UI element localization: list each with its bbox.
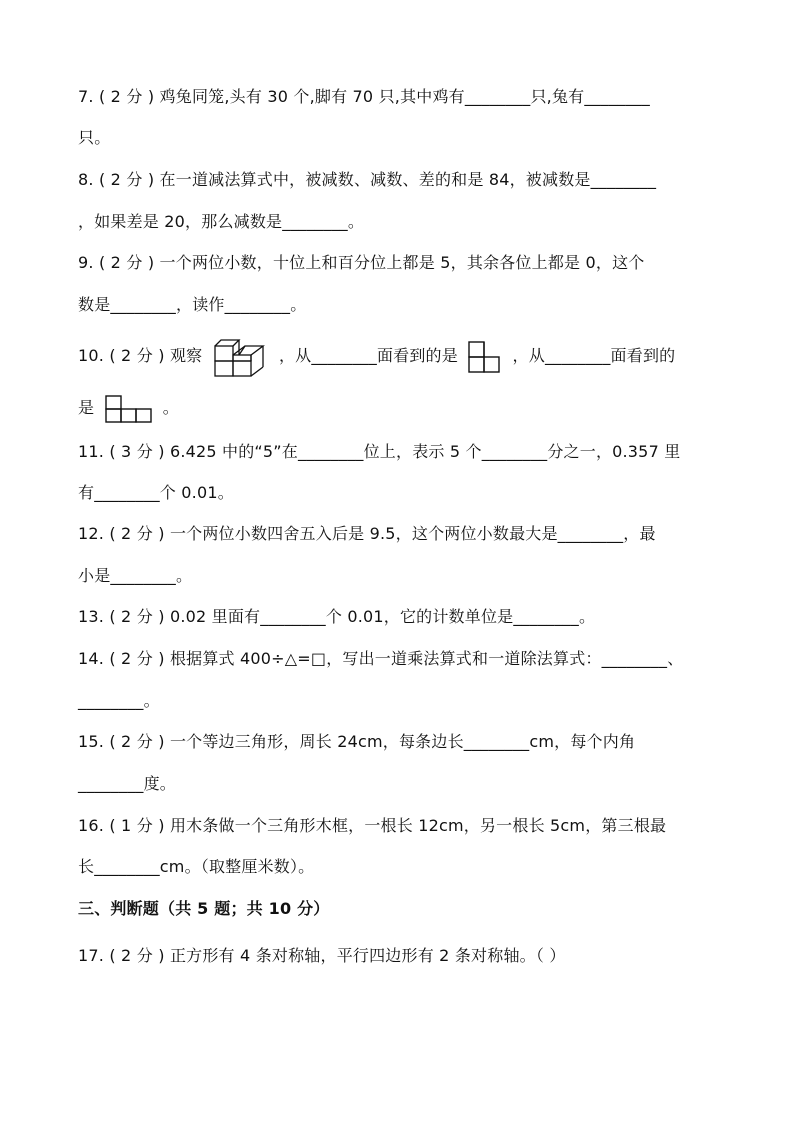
question-12-line-1: 12. ( 2 分 ) 一个两位小数四舍五入后是 9.5，这个两位小数最大是________，最 [78,524,656,543]
question-8-line-1: 8. ( 2 分 ) 在一道减法算式中，被减数、减数、差的和是 84，被减数是________ [78,170,657,189]
question-15-line-1: 15. ( 2 分 ) 一个等边三角形，周长 24cm，每条边长________cm，每个内角 [78,732,636,751]
question-9-line-2: 数是________，读作________。 [78,295,307,314]
question-10-text-e: 。 [162,398,179,417]
question-14-line-1: 14. ( 2 分 ) 根据算式 400÷△=□，写出一道乘法算式和一道除法算式：________、 [78,649,684,668]
question-10-text-c: ，从________面看到的 [512,346,676,365]
cube-stack-figure [212,337,270,377]
question-17-line-1: 17. ( 2 分 ) 正方形有 4 条对称轴，平行四边形有 2 条对称轴。（ ） [78,946,566,965]
question-10-text-b: ，从________面看到的是 [278,346,458,365]
question-10-line-1 [78,336,675,377]
question-9-line-1: 9. ( 2 分 ) 一个两位小数，十位上和百分位上都是 5，其余各位上都是 0，这个 [78,253,645,272]
question-7-line-2: 只。 [78,128,111,147]
question-10-text-a: 10. ( 2 分 ) 观察 [78,346,203,365]
question-11-line-1: 11. ( 3 分 ) 6.425 中的“5”在________位上，表示 5 个________分之一，0.357 里 [78,442,681,461]
question-7-line-1: 7. ( 2 分 ) 鸡兔同笼,头有 30 个,脚有 70 只,其中鸡有________只,兔有________ [78,87,650,106]
question-12-line-2: 小是________。 [78,566,193,585]
question-11-line-2: 有________个 0.01。 [78,483,234,502]
view-figure-row-shape [104,394,154,424]
view-figure-l-shape [467,340,503,374]
question-14-line-2: ________。 [78,691,160,710]
question-10-text-d: 是 [78,398,95,417]
question-13-line-1: 13. ( 2 分 ) 0.02 里面有________个 0.01，它的计数单位是________。 [78,607,596,626]
section-3-heading: 三、判断题（共 5 题；共 10 分） [78,899,330,918]
question-16-line-1: 16. ( 1 分 ) 用木条做一个三角形木框，一根长 12cm，另一根长 5cm，第三根最 [78,816,667,835]
question-16-line-2: 长________cm。（取整厘米数）。 [78,857,315,876]
question-8-line-2: ，如果差是 20，那么减数是________。 [78,212,365,231]
question-10-line-2 [78,390,179,426]
question-15-line-2: ________度。 [78,774,177,793]
